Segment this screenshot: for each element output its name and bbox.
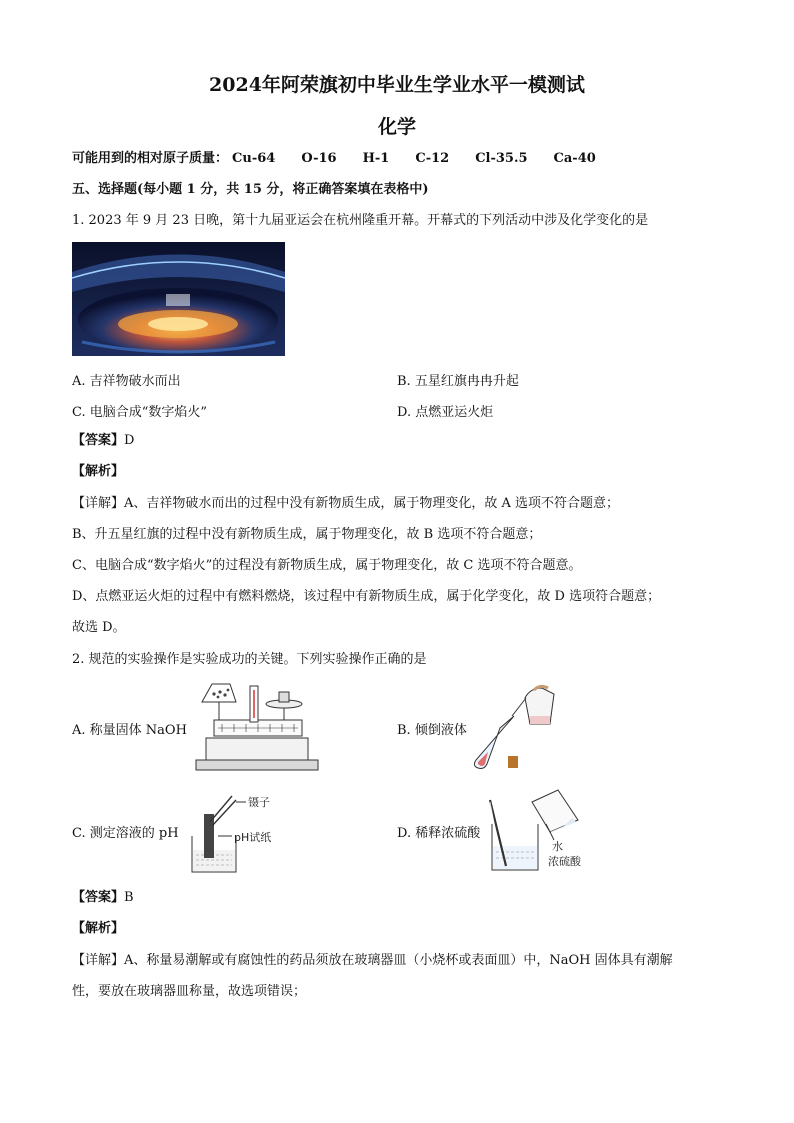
atomic-masses xyxy=(72,150,622,168)
atomic-mass-item: H-1 xyxy=(362,151,390,166)
dilute-acid-figure xyxy=(488,788,593,872)
q1-detail-line: 【详解】A、吉祥物破水而出的过程中没有新物质生成，属于物理变化，故 A 选项不符合题意； xyxy=(72,496,620,511)
ph-test-figure xyxy=(190,788,310,876)
subject-title: 化学 xyxy=(377,116,416,138)
q2-option-c: C. 测定溶液的 pH xyxy=(72,826,179,841)
q1-stem: 1. 2023 年 9 月 23 日晚，第十九届亚运会在杭州隆重开幕。开幕式的下列活动中涉及化学变化的是 xyxy=(72,213,649,228)
answer-label: 【答案】 xyxy=(72,890,125,905)
atomic-mass-item: O-16 xyxy=(301,151,337,166)
q2-option-a: A. 称量固体 NaOH xyxy=(72,723,187,738)
answer-value: B xyxy=(124,890,134,905)
q2-answer xyxy=(72,889,134,907)
q1-option-a: A. 吉祥物破水而出 xyxy=(72,374,181,389)
q1-option-d: D. 点燃亚运火炬 xyxy=(397,405,494,420)
answer-value: D xyxy=(124,433,135,448)
atomic-mass-item: C-12 xyxy=(415,151,450,166)
q2-option-b: B. 倾倒液体 xyxy=(397,723,467,738)
q1-option-b: B. 五星红旗冉冉升起 xyxy=(397,374,519,389)
balance-figure xyxy=(192,680,322,772)
ph-paper-label: pH试纸 xyxy=(234,831,272,844)
q1-detail-line: B、升五星红旗的过程中没有新物质生成，属于物理变化，故 B 选项不符合题意； xyxy=(72,527,542,542)
q1-detail-line: C、电脑合成“数字焰火”的过程没有新物质生成，属于物理变化，故 C 选项不符合题意。 xyxy=(72,558,582,573)
q1-analysis-label: 【解析】 xyxy=(72,464,125,479)
section-heading: 五、选择题(每小题 1 分，共 15 分，将正确答案填在表格中) xyxy=(72,182,429,197)
conc-acid-label: 浓硫酸 xyxy=(548,855,581,868)
exam-title: 2024年阿荣旗初中毕业生学业水平一模测试 xyxy=(209,74,585,96)
q1-detail-line: 故选 D。 xyxy=(72,620,126,635)
q1-option-c: C. 电脑合成“数字焰火” xyxy=(72,405,208,420)
atomic-mass-item: Cl-35.5 xyxy=(475,151,528,166)
atomic-mass-item: Cu-64 xyxy=(232,151,276,166)
stadium-photo xyxy=(72,242,285,356)
q2-analysis-label: 【解析】 xyxy=(72,921,125,936)
q1-answer xyxy=(72,432,134,450)
water-label: 水 xyxy=(552,840,563,853)
q2-stem: 2. 规范的实验操作是实验成功的关键。下列实验操作正确的是 xyxy=(72,652,427,667)
pouring-liquid-figure xyxy=(470,684,565,774)
q2-option-d: D. 稀释浓硫酸 xyxy=(397,826,481,841)
answer-label: 【答案】 xyxy=(72,433,125,448)
tweezers-label: 镊子 xyxy=(248,796,270,809)
atomic-masses-label: 可能用到的相对原子质量： xyxy=(72,151,229,166)
atomic-mass-item: Ca-40 xyxy=(553,151,596,166)
q2-detail-line: 【详解】A、称量易潮解或有腐蚀性的药品须放在玻璃器皿（小烧杯或表面皿）中，NaOH 固体具有潮解 xyxy=(72,953,673,968)
q2-detail-line: 性，要放在玻璃器皿称量，故选项错误； xyxy=(72,984,307,999)
q1-detail-line: D、点燃亚运火炬的过程中有燃料燃烧，该过程中有新物质生成，属于化学变化，故 D 选项符合题意； xyxy=(72,589,661,604)
